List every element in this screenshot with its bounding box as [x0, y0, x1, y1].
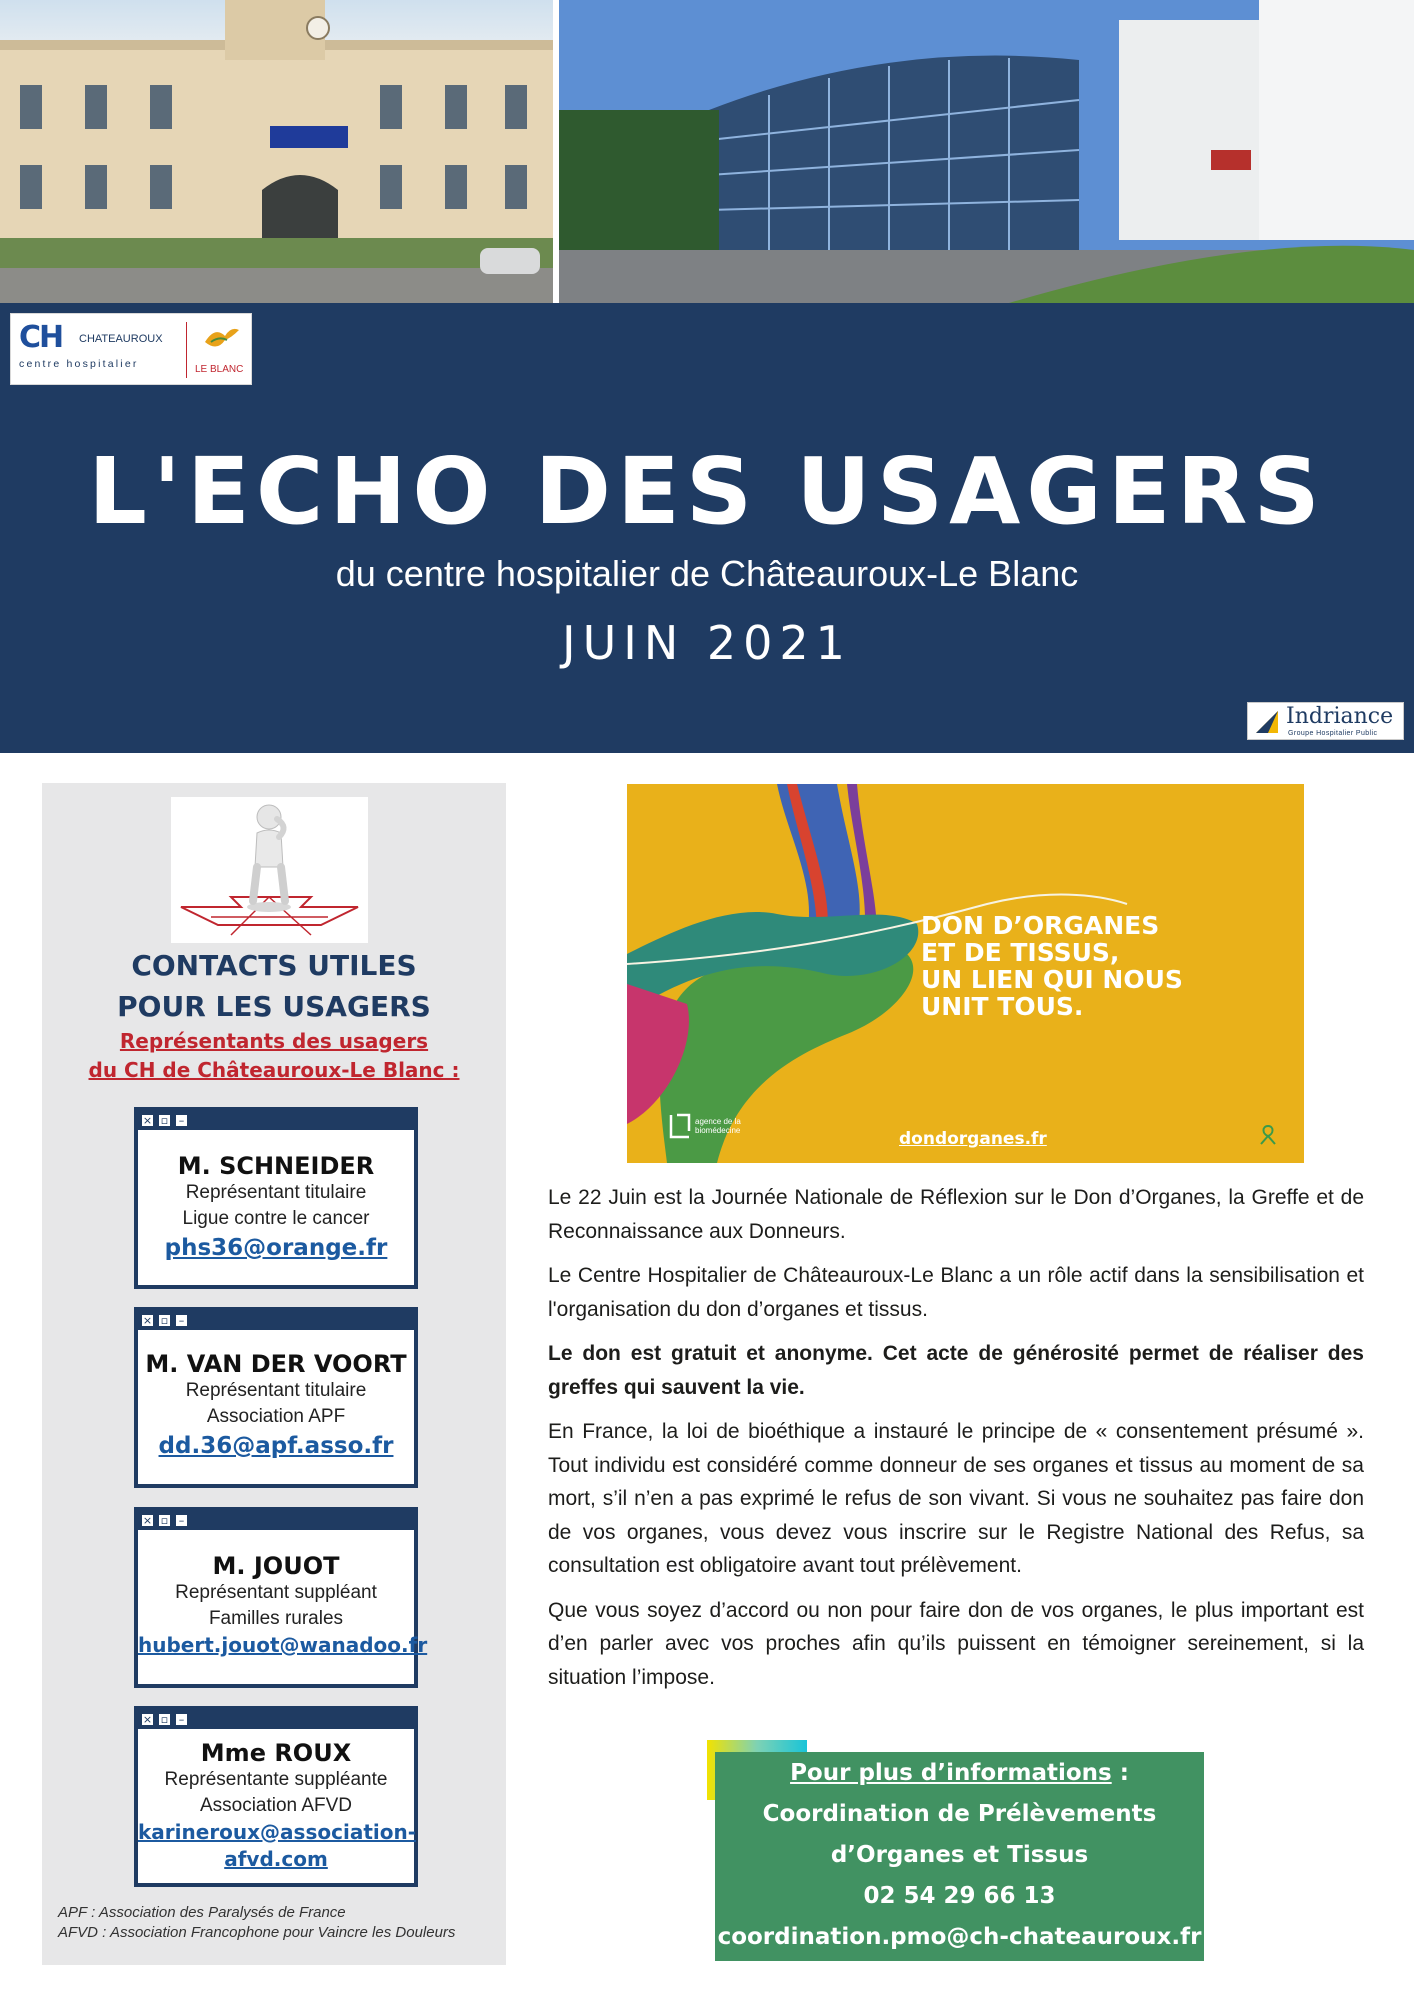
- campaign-slogan-line4: UNIT TOUS.: [921, 992, 1084, 1021]
- logo-partner: LE BLANC: [195, 364, 244, 375]
- logo-city: CHATEAUROUX: [79, 333, 163, 345]
- footnote-apf: APF : Association des Paralysés de France: [58, 1904, 346, 1921]
- newsletter-subtitle: du centre hospitalier de Châteauroux-Le Blanc: [335, 553, 1079, 594]
- contact-name: M. SCHNEIDER: [177, 1152, 375, 1180]
- close-icon: ×: [142, 1713, 153, 1726]
- restore-icon: ▫: [158, 1514, 171, 1527]
- article-paragraph-2: Le Centre Hospitalier de Châteauroux-Le Blanc a un rôle actif dans la sensibilisation et l'organisation du don d’organes et tissus.: [548, 1264, 1364, 1321]
- indriance-tagline: Groupe Hospitalier Public: [1288, 730, 1378, 737]
- representatives-heading: [42, 1027, 506, 1085]
- card-window-bar: [138, 1311, 414, 1330]
- more-info-colon: :: [1111, 1760, 1129, 1786]
- hospital-building-photo-right: [559, 0, 1414, 303]
- article-paragraph-5: Que vous soyez d’accord ou non pour faire don de vos organes, le plus important est d’en parler avec vos proches afin qu’ils puissent en témoigner sereinement, si la situation l’impose.: [548, 1598, 1364, 1689]
- coordination-name-line2: d’Organes et Tissus: [830, 1842, 1089, 1868]
- issue-date: JUIN 2021: [562, 616, 852, 670]
- hospital-logo: [10, 313, 252, 385]
- agency-name-line2: biomédecine: [695, 1126, 741, 1135]
- contact-name: M. JOUOT: [212, 1552, 340, 1580]
- campaign-slogan: [921, 912, 1291, 1020]
- more-info-box: [715, 1752, 1204, 1961]
- close-icon: ×: [142, 1314, 153, 1327]
- hospital-building-photo-left: [0, 0, 553, 303]
- contact-role: Représentant titulaire: [185, 1182, 367, 1203]
- indriance-name: Indriance: [1286, 704, 1394, 729]
- contacts-heading-line2: POUR LES USAGERS: [117, 990, 431, 1023]
- article-highlight-paragraph: Le don est gratuit et anonyme. Cet acte de générosité permet de réaliser des greffes qui sauvent la vie.: [548, 1342, 1364, 1399]
- agency-logo-icon: [669, 1113, 691, 1139]
- representatives-heading-line2: du CH de Châteauroux-Le Blanc :: [88, 1058, 460, 1082]
- more-info-label: Pour plus d’informations: [790, 1760, 1112, 1786]
- campaign-slogan-line1: DON D’ORGANES: [921, 911, 1160, 940]
- organ-donation-campaign-image: [627, 784, 1304, 1163]
- card-window-bar: [138, 1710, 414, 1729]
- more-info-heading: [715, 1753, 1204, 1794]
- crossroads-figure-illustration: [171, 797, 368, 943]
- contact-email-line1[interactable]: karineroux@association-: [138, 1820, 417, 1844]
- contact-organization: Ligue contre le cancer: [182, 1208, 370, 1229]
- minimize-icon: –: [175, 1713, 188, 1726]
- acronym-footnotes: [58, 1903, 498, 1943]
- agency-biomedecine-logo: [673, 1117, 741, 1135]
- restore-icon: ▫: [158, 1713, 171, 1726]
- contact-card-jouot: [134, 1507, 428, 1688]
- contact-email-link[interactable]: [138, 1819, 417, 1873]
- close-icon: ×: [142, 1514, 153, 1527]
- contact-name: Mme ROUX: [200, 1739, 352, 1767]
- contact-organization: Familles rurales: [208, 1608, 344, 1629]
- restore-icon: ▫: [158, 1314, 171, 1327]
- indriance-logo: [1247, 702, 1404, 740]
- footnote-afvd: AFVD : Association Francophone pour Vaincre les Douleurs: [58, 1924, 456, 1941]
- header-band: [0, 303, 1414, 753]
- restore-icon: ▫: [158, 1114, 171, 1127]
- contact-role: Représentante suppléante: [164, 1769, 388, 1790]
- contacts-sidebar: [42, 783, 506, 1965]
- minimize-icon: –: [175, 1314, 188, 1327]
- contact-email-link[interactable]: phs36@orange.fr: [164, 1235, 388, 1261]
- logo-divider: [186, 322, 187, 378]
- close-icon: ×: [142, 1114, 153, 1127]
- article-paragraph-1: Le 22 Juin est la Journée Nationale de Réflexion sur le Don d’Organes, la Greffe et de Reconnaissance aux Donneurs.: [548, 1186, 1364, 1243]
- contact-name: M. VAN DER VOORT: [145, 1350, 407, 1378]
- coordination-phone[interactable]: 02 54 29 66 13: [863, 1883, 1056, 1909]
- contact-organization: Association APF: [206, 1406, 346, 1427]
- card-window-bar: [138, 1111, 414, 1130]
- ch-logo-mark: CH: [19, 320, 63, 355]
- campaign-slogan-line3: UN LIEN QUI NOUS: [921, 965, 1183, 994]
- logo-caption: centre hospitalier: [19, 358, 139, 370]
- contact-email-line2[interactable]: afvd.com: [224, 1847, 328, 1871]
- representatives-heading-line1: Représentants des usagers: [119, 1029, 429, 1053]
- contact-organization: Association AFVD: [199, 1795, 353, 1816]
- le-blanc-bird-icon: [201, 322, 241, 360]
- contact-role: Représentant suppléant: [175, 1582, 377, 1603]
- indriance-mark-icon: [1254, 709, 1280, 735]
- contact-email-link[interactable]: hubert.jouot@wanadoo.fr: [138, 1633, 428, 1657]
- coordination-email[interactable]: coordination.pmo@ch-chateauroux.fr: [717, 1924, 1202, 1950]
- newsletter-title: L'ECHO DES USAGERS: [88, 438, 1326, 545]
- minimize-icon: –: [175, 1514, 188, 1527]
- campaign-slogan-line2: ET DE TISSUS,: [921, 938, 1120, 967]
- coordination-name-line1: Coordination de Prélèvements: [762, 1801, 1157, 1827]
- contact-card-van-der-voort: [134, 1307, 418, 1488]
- campaign-url[interactable]: dondorganes.fr: [899, 1129, 1047, 1149]
- minimize-icon: –: [175, 1114, 188, 1127]
- contact-role: Représentant titulaire: [185, 1380, 367, 1401]
- contacts-heading-line1: CONTACTS UTILES: [131, 949, 417, 982]
- organ-donation-article: [548, 1181, 1364, 1705]
- card-window-bar: [138, 1511, 414, 1530]
- article-paragraph-4: En France, la loi de bioéthique a instauré le principe de « consentement présumé ». Tout individu est considéré comme donneur de ses organes et tissus au moment de sa mort, s’il n’en a pas exprimé le refus de son vivant. Si vous ne souhaitez pas faire don de vos organes, vous devez vous inscrire sur le Registre National des Refus, sa consultation est obligatoire avant tout prélèvement.: [548, 1420, 1364, 1577]
- contact-card-roux: [134, 1706, 418, 1887]
- contacts-heading: [42, 945, 506, 1027]
- agency-name-line1: agence de la: [695, 1117, 741, 1126]
- contact-card-schneider: [134, 1107, 418, 1289]
- green-ribbon-icon: [1257, 1124, 1279, 1146]
- contact-email-link[interactable]: dd.36@apf.asso.fr: [158, 1433, 394, 1459]
